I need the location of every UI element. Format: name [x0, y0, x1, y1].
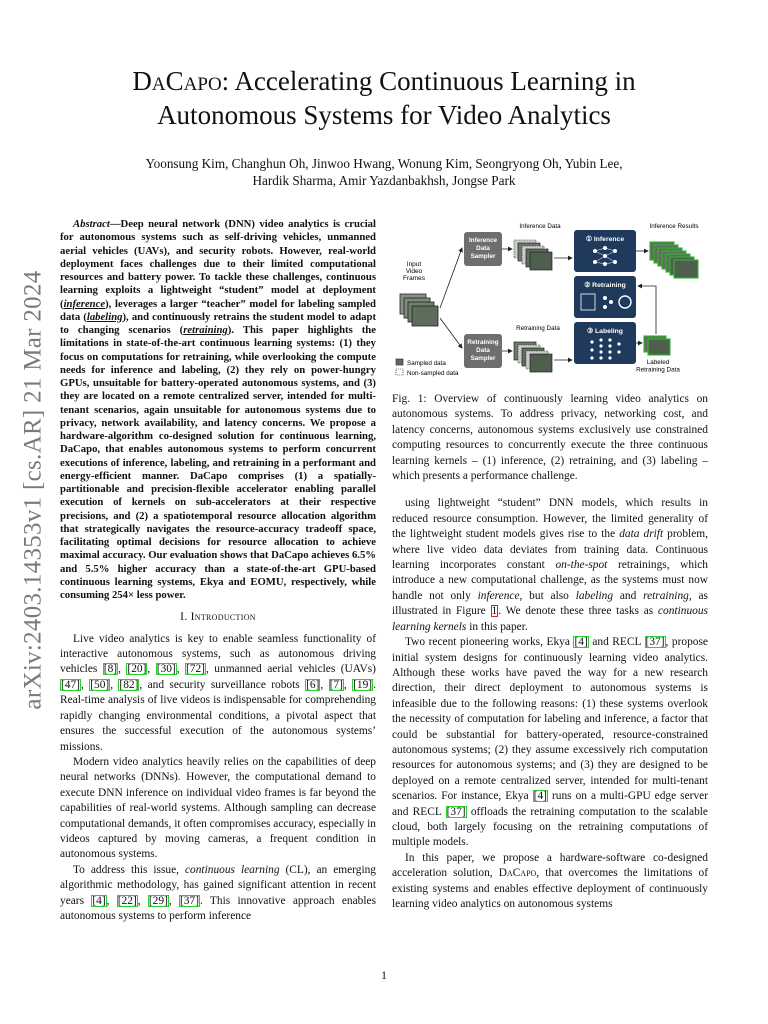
citation-link[interactable]: [47]: [61, 678, 80, 691]
arxiv-stamp: [14, 255, 54, 725]
body-emph: data drift: [619, 528, 664, 541]
body-emph: continuous learning kernels: [392, 605, 708, 633]
citation-link[interactable]: [20]: [127, 663, 147, 676]
body-text: Two recent pioneering works, Ekya: [405, 636, 574, 649]
body-text: problem, where live video data deviates from training data. Continuous learning incorporates constant: [392, 528, 708, 572]
abstract-text-2: ), leverages a larger “teacher” model for labeling sampled data (: [60, 297, 376, 323]
abstract: [60, 218, 376, 602]
intro-text: To address this issue,: [73, 863, 185, 876]
intro-text: , unmanned aerial vehicles (UAVs): [205, 663, 376, 676]
body-emph: retraining: [643, 589, 689, 602]
authors-line1: Yoonsung Kim, Changhun Oh, Jinwoo Hwang, Wonung Kim, Seongryong Oh, Yubin Lee,: [145, 156, 623, 171]
body-text: offloads the retraining computation to the scalable cloud, both largely focusing on the retraining computations of multiple models.: [392, 805, 708, 849]
body-emph: inference: [477, 589, 520, 602]
body-text: In this paper, we propose a hardware-software co-designed acceleration solution,: [392, 851, 708, 880]
page-number: 1: [381, 968, 387, 982]
citation-link[interactable]: [37]: [645, 636, 665, 649]
figure-1-diagram: [392, 218, 708, 386]
citation-link[interactable]: [6]: [306, 678, 320, 691]
inference-data-frames: [514, 240, 552, 270]
figure-link[interactable]: 1: [491, 605, 498, 618]
citation-link[interactable]: [22]: [117, 894, 137, 907]
figure-1: [392, 218, 708, 386]
abstract-text-3: ), and continuously retrains the student model to adapt to changing scenarios (: [60, 310, 376, 336]
intro-text: Live video analytics is key to enable seamless functionality of interactive autonomous systems, such as autonomous driving vehicles: [60, 632, 376, 676]
intro-paragraph-1: Live video analytics is key to enable seamless functionality of interactive autonomous systems, such as autonomous driving vehicles [8], [20], [30], [72], unmanned aerial vehicles (UAVs) [47], [50], [82], and security surveillance robots [6], [7], [19]. Real-time analysis of live videos is indispensable for comprehending rapidly changing environmental conditions, a pivotal aspect that ensures the successful execution of the autonomous systems’ missions.: [60, 632, 376, 753]
abstract-text-1: —Deep neural network (DNN) video analytics is crucial for autonomous systems such as self-driving vehicles, unmanned aerial vehicles (UAVs), and security robots. However, real-world deployment faces challenges due to their limited computational resources and battery power. To tackle these challenges, continuous learning exploits a lightweight “student” model at deployment (: [60, 218, 376, 310]
retraining-data-frames: [514, 342, 552, 372]
section-title: Introduction: [190, 611, 256, 624]
citation-link[interactable]: [19]: [353, 678, 373, 691]
citation-link[interactable]: [37]: [180, 894, 199, 907]
citation-link[interactable]: [30]: [156, 663, 176, 676]
body-text: , propose initial system designs for continuously learning video analytics. Although these works have paved the way for a new research direction, their direct deployment to autonomous systems is infeasible due to the following reasons: (1) these systems overlook the necessity of computation for labeling and inference, a factor that could be substantial for battery-operated, resource-constrained autonomous systems; (2) they assume excessively rich computation resources for autonomous systems; and (3) they are designed to be deployed on a remote centralized server, intended for multi-tenant scenarios. For instance, Ekya: [392, 636, 708, 803]
paper-title: [60, 64, 708, 132]
retraining-sampler-label: Retraining Data Sampler: [467, 339, 499, 362]
right-column: [392, 218, 708, 912]
intro-paragraph-2: Modern video analytics heavily relies on the capabilities of deep neural networks (DNNs). However, the computational demand to execute DNN inference on individual video frames is far beyond the capabilities of real-world systems. Although sampling can decrease computational demands, it often compromises accuracy, especially in videos captured by moving cameras, a frequent condition in autonomous systems.: [60, 755, 376, 861]
inference-data-label: Inference Data: [519, 223, 561, 230]
inference-sampler-label: Inference Data Sampler: [469, 237, 497, 260]
body-text: , that overcomes the limitations of existing systems and enables effective deployment of continuously learning video analytics on autonomous systems: [392, 867, 708, 910]
section-number: I.: [180, 611, 191, 624]
labeled-retraining-frames: [644, 336, 670, 355]
abstract-text-4: ). This paper highlights the limitations in state-of-the-art continuous learning systems: (1) they focus on computations for retraining, while overlooking the compute needs for inference and labeling, (2) they rely on power-hungry GPUs, unsuitable for battery-operated autonomous systems, and (3) they are located on a remote centralized server, intended for multi-tenant scenarios, again unsuitable for autonomous systems due to privacy, network availability, and latency concerns. We propose a hardware-algorithm co-designed solution for continuous learning, DaCapo, that enables autonomous systems to perform concurrent executions of inference, labeling, and retraining in a performant and energy-efficient manner. DaCapo comprises (1) a spatially-partitionable and precision-flexible accelerator enabling parallel execution of kernels on sub-accelerators at their respective precisions, and (2) a spatiotemporal resource allocation algorithm that strategically navigates the resource-accuracy tradeoff space, facilitating optimal decisions for resource allocation to achieve maximal accuracy. Our evaluation shows that DaCapo achieves 6.5% and 5.5% higher accuracy than a state-of-the-art GPU-based continuous learning systems, Ekya and EOMU, respectively, while consuming 254× less power.: [60, 324, 376, 601]
body-text: runs on a multi-GPU edge server and RECL: [392, 790, 709, 818]
input-label: Input Video Frames: [402, 261, 426, 282]
citation-link[interactable]: [29]: [148, 894, 168, 907]
abstract-label: Abstract: [73, 218, 110, 230]
kernel-retraining-label: ② Retraining: [584, 282, 626, 289]
inference-results-label: Inference Results: [649, 223, 699, 230]
author-list: [60, 155, 708, 189]
citation-link[interactable]: [4]: [92, 894, 106, 907]
right-paragraph-3: [392, 851, 708, 913]
citation-link[interactable]: [4]: [533, 790, 547, 803]
input-frames-stack: [400, 294, 438, 326]
intro-emph: continuous learning: [184, 863, 280, 876]
title-system-name: DaCapo: [132, 66, 222, 96]
citation-link[interactable]: [8]: [103, 663, 118, 676]
intro-text: . This innovative approach enables autonomous systems to perform inference: [60, 894, 377, 922]
citation-link[interactable]: [50]: [90, 678, 110, 691]
abstract-inference: inference: [63, 297, 106, 310]
body-text: and: [613, 589, 644, 602]
kernel-labeling-label: ③ Labeling: [587, 328, 623, 335]
body-text: and RECL: [588, 636, 645, 649]
body-text: using lightweight “student” DNN models, which results in reduced resource consumption. However, the limited generality of the lightweight student models gives rise to the: [392, 497, 708, 541]
title-line2: Autonomous Systems for Video Analytics: [157, 100, 611, 130]
citation-link[interactable]: [82]: [119, 678, 139, 691]
section-heading-introduction: [60, 610, 376, 625]
intro-paragraph-3: To address this issue, continuous learning (CL), an emerging algorithmic methodology, has gained significant attention in recent years [4], [22], [29], [37]. This innovative approach enables autonomous systems to perform inference: [60, 863, 377, 922]
legend-sampled-label: Sampled data: [407, 360, 446, 367]
kernel-inference-label: ① Inference: [585, 236, 625, 243]
body-text: , as illustrated in Figure: [392, 589, 708, 618]
citation-link[interactable]: [72]: [186, 663, 205, 676]
intro-text: . Real-time analysis of live videos is indispensable for comprehending rapidly changing environmental conditions, a pivotal aspect that ensures the successful execution of the autonomous systems’ missions.: [60, 678, 376, 753]
title-line1-rest: : Accelerating Continuous Learning in: [221, 66, 636, 96]
abstract-retraining: retraining: [183, 324, 228, 336]
system-name: DaCapo: [498, 867, 537, 880]
body-text: , but also: [519, 589, 576, 602]
right-paragraph-1: [392, 496, 708, 635]
body-emph: on-the-spot: [555, 559, 608, 572]
intro-text: (CL), an emerging algorithmic methodology, has gained significant attention in recent years: [60, 863, 377, 907]
legend-sampled-swatch: [396, 359, 403, 365]
labeled-data-label: Labeled Retraining Data: [636, 359, 680, 374]
body-emph: labeling: [575, 589, 614, 602]
body-text: retrainings, which introduce a new computational challenge, as the systems must now handle not only: [392, 559, 709, 602]
citation-link[interactable]: [37]: [446, 805, 466, 818]
caption-text: Fig. 1: Overview of continuously learning video analytics on autonomous systems. To address privacy, networking cost, and latency concerns, autonomous systems exclusively use constrained computing resources to concurrently execute the three continuous learning kernels – (1) inference, (2) retraining, and (3) labeling – which presents a performance challenge.: [392, 393, 708, 483]
citation-link[interactable]: [4]: [574, 636, 588, 649]
inference-results-frames: [650, 242, 698, 278]
figure-1-caption: [392, 392, 708, 484]
left-column: [60, 218, 376, 924]
intro-text: , and security surveillance robots: [139, 678, 306, 691]
authors-line2: Hardik Sharma, Amir Yazdanbakhsh, Jongse Park: [252, 173, 516, 188]
right-paragraph-2: [392, 635, 708, 851]
body-text: . We denote these three tasks as: [498, 605, 658, 618]
citation-link[interactable]: [7]: [329, 678, 343, 691]
legend-nonsampled-label: Non-sampled data: [407, 370, 459, 377]
arxiv-stamp-text: arXiv:2403.14353v1 [cs.AR] 21 Mar 2024: [20, 270, 47, 710]
body-text: in this paper.: [466, 620, 528, 633]
retraining-data-label: Retraining Data: [516, 325, 560, 332]
abstract-labeling: labeling: [86, 310, 123, 323]
legend-nonsampled-swatch: [396, 369, 403, 375]
